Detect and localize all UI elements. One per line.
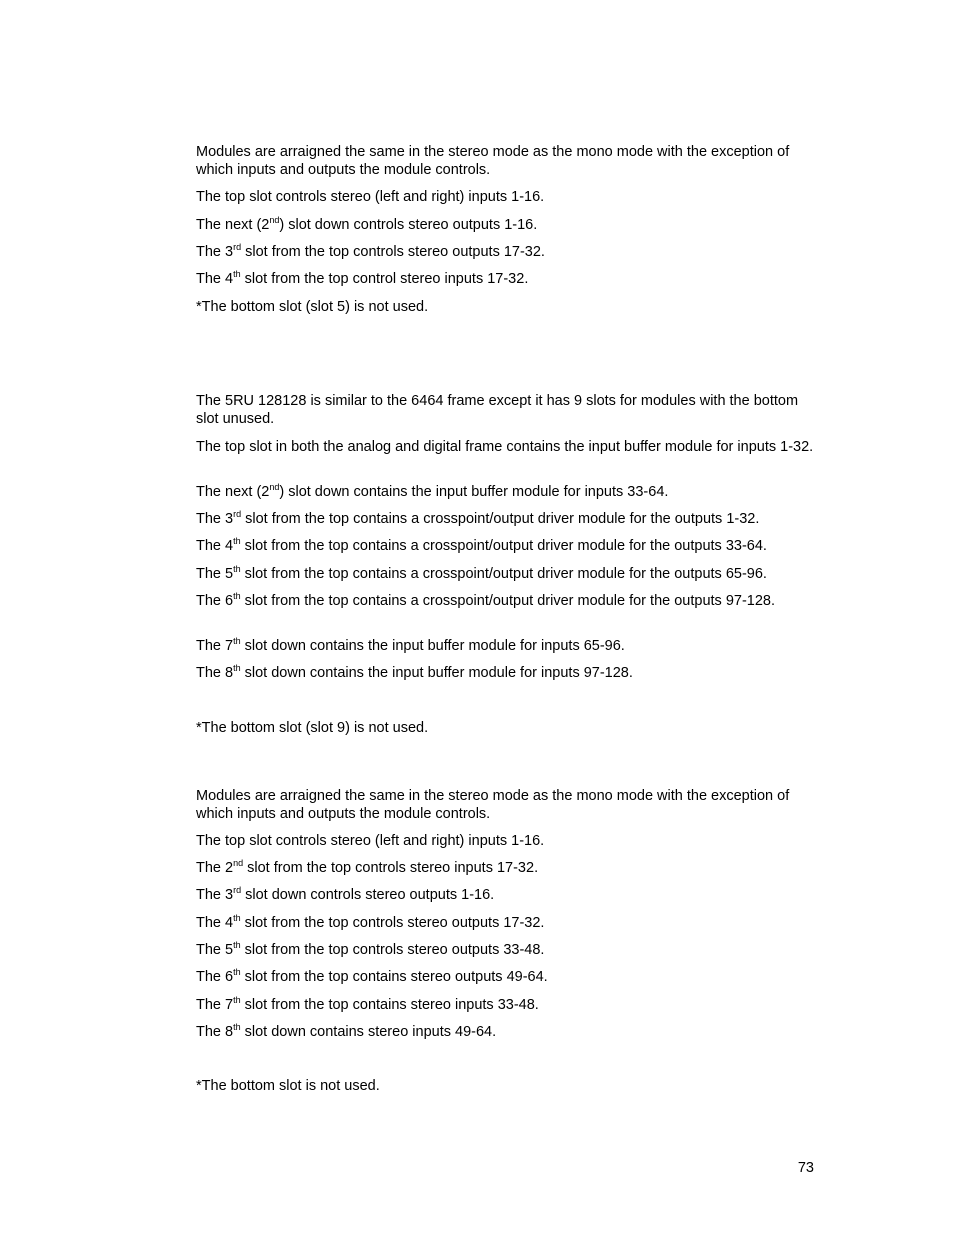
- section3-item: The 2nd slot from the top controls stereo inputs 17-32.: [196, 858, 539, 876]
- section3-item: The 4th slot from the top controls stereo outputs 17-32.: [196, 913, 545, 931]
- section2-item: The 4th slot from the top contains a crosspoint/output driver module for the outputs 33-64.: [196, 536, 767, 554]
- section3-item: The 3rd slot down controls stereo outputs 1-16.: [196, 885, 495, 903]
- section2-item: The top slot in both the analog and digital frame contains the input buffer module for inputs 1-32.: [196, 439, 814, 455]
- section1-item: The next (2nd) slot down controls stereo outputs 1-16.: [196, 215, 538, 233]
- section3-item: The 8th slot down contains stereo inputs 49-64.: [196, 1022, 497, 1040]
- page-number: 73: [797, 1160, 814, 1176]
- section2-item: The 3rd slot from the top contains a crosspoint/output driver module for the outputs 1-32.: [196, 509, 760, 527]
- section1-intro: Modules are arraigned the same in the stereo mode as the mono mode with the exception of which inputs and outputs the module controls.: [196, 144, 790, 178]
- section3-footnote: *The bottom slot is not used.: [196, 1078, 380, 1094]
- section3-item: The 7th slot from the top contains stereo inputs 33-48.: [196, 995, 539, 1013]
- section2-item: The next (2nd) slot down contains the input buffer module for inputs 33-64.: [196, 482, 669, 500]
- section2-intro: The 5RU 128128 is similar to the 6464 frame except it has 9 slots for modules with the bottom slot unused.: [196, 393, 799, 427]
- section1-item: The top slot controls stereo (left and right) inputs 1-16.: [196, 189, 545, 205]
- section3-item: The top slot controls stereo (left and right) inputs 1-16.: [196, 833, 545, 849]
- section2-item: The 7th slot down contains the input buffer module for inputs 65-96.: [196, 636, 625, 654]
- section2-item: The 6th slot from the top contains a crosspoint/output driver module for the outputs 97-128.: [196, 591, 775, 609]
- section1-footnote: *The bottom slot (slot 5) is not used.: [196, 299, 429, 315]
- section1-item: The 4th slot from the top control stereo inputs 17-32.: [196, 269, 529, 287]
- section2-item: The 5th slot from the top contains a crosspoint/output driver module for the outputs 65-96.: [196, 564, 767, 582]
- section2-footnote: *The bottom slot (slot 9) is not used.: [196, 720, 429, 736]
- section3-item: The 6th slot from the top contains stereo outputs 49-64.: [196, 967, 548, 985]
- section3-item: The 5th slot from the top controls stereo outputs 33-48.: [196, 940, 545, 958]
- section3-intro: Modules are arraigned the same in the stereo mode as the mono mode with the exception of which inputs and outputs the module controls.: [196, 788, 790, 822]
- section2-item: The 8th slot down contains the input buffer module for inputs 97-128.: [196, 663, 633, 681]
- section1-item: The 3rd slot from the top controls stereo outputs 17-32.: [196, 242, 545, 260]
